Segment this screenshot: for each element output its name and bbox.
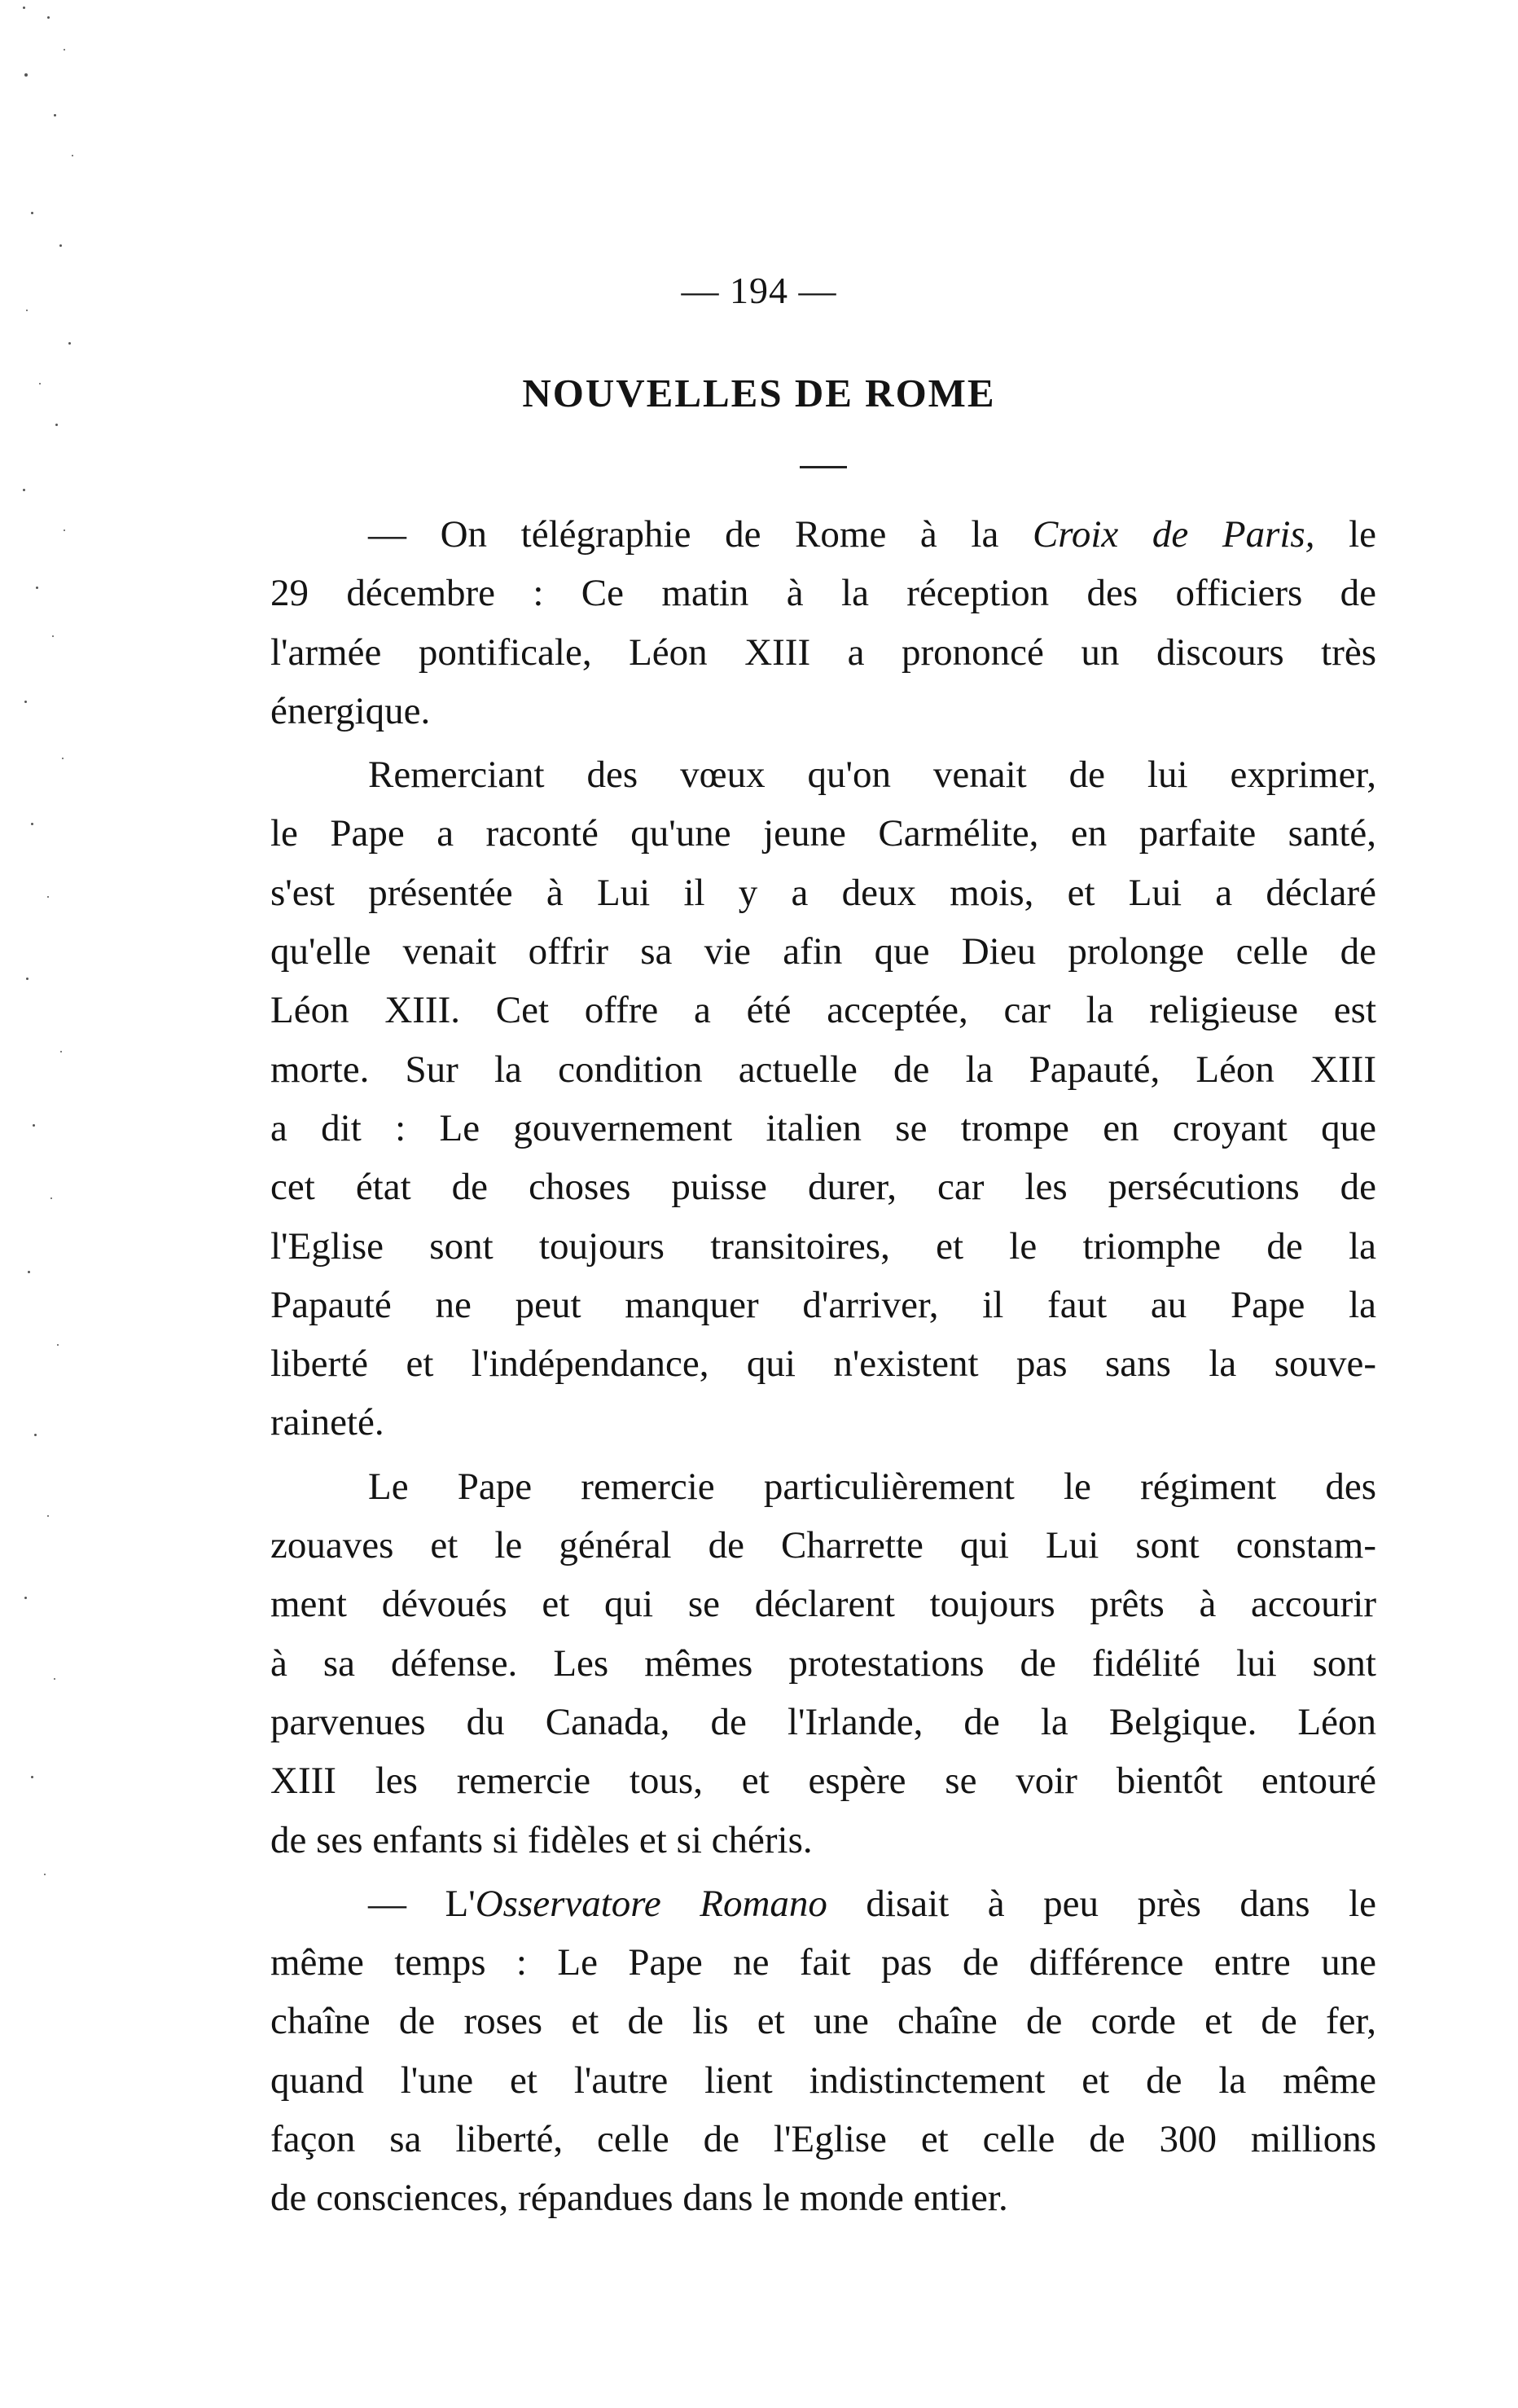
paragraph [270, 1874, 1376, 2228]
text-line [270, 1933, 1376, 1992]
text-line [270, 804, 1376, 863]
text-run: quand l'une et l'autre lient indistinctement et de la même [270, 2059, 1376, 2102]
text-line [270, 1811, 1376, 1870]
scan-speck [50, 1197, 52, 1199]
text-run: Léon XIII. Cet offre a été acceptée, car la religieuse est [270, 989, 1376, 1032]
text-line [270, 564, 1376, 622]
scan-speck [26, 978, 29, 980]
scan-speck [62, 758, 64, 759]
scan-speck [31, 823, 33, 825]
text-line [270, 1099, 1376, 1158]
scan-speck [24, 73, 28, 77]
text-run: — L' [368, 1882, 476, 1925]
text-run: façon sa liberté, celle de l'Eglise et celle de 300 millions [270, 2118, 1376, 2161]
text-run: a dit : Le gouvernement italien se trompe en croyant que [270, 1106, 1376, 1149]
text-run: le Pape a raconté qu'une jeune Carmélite, en parfaite santé, [270, 812, 1376, 855]
text-line [270, 1393, 1376, 1452]
text-run: Le Pape remercie particulièrement le régiment des [368, 1465, 1376, 1508]
text-run: disait à peu près dans le [827, 1882, 1377, 1925]
scan-speck [60, 1051, 62, 1052]
text-run: même temps : Le Pape ne fait pas de différence entre une [270, 1941, 1376, 1984]
text-line [270, 1575, 1376, 1633]
text-line [270, 1516, 1376, 1575]
scan-speck [44, 1874, 46, 1875]
scan-speck [64, 49, 65, 51]
text-line [270, 1276, 1376, 1334]
text-run: Remerciant des vœux qu'on venait de lui exprimer, [368, 754, 1376, 797]
text-line [270, 863, 1376, 922]
text-run: de ses enfants si fidèles et si chéris. [270, 1818, 813, 1861]
text-line [270, 1158, 1376, 1216]
text-run: le [1314, 513, 1377, 556]
text-run: raineté. [270, 1401, 384, 1444]
scan-speck [47, 1515, 49, 1517]
text-run: énergique. [270, 689, 431, 732]
text-run: qu'elle venait offrir sa vie afin que Dieu prolonge celle de [270, 930, 1376, 973]
scan-speck [36, 587, 38, 589]
text-line [270, 1751, 1376, 1810]
text-run: de consciences, répandues dans le monde entier. [270, 2177, 1008, 2220]
scan-speck [31, 212, 33, 214]
text-line [270, 1634, 1376, 1693]
text-line [270, 2169, 1376, 2227]
scan-speck [31, 1776, 33, 1778]
paragraph [270, 745, 1376, 1452]
scan-speck [28, 1271, 30, 1273]
text-line [270, 2051, 1376, 2110]
text-run: l'Eglise sont toujours transitoires, et le triomphe de la [270, 1224, 1376, 1268]
text-run: cet état de choses puisse durer, car les persécutions de [270, 1166, 1376, 1209]
text-run: morte. Sur la condition actuelle de la Papauté, Léon XIII [270, 1048, 1376, 1091]
scan-speck [33, 1124, 35, 1127]
scan-speck [59, 244, 62, 247]
text-line [270, 745, 1376, 804]
text-run: s'est présentée à Lui il y a deux mois, et Lui a déclaré [270, 871, 1376, 914]
scan-speck [47, 896, 49, 898]
scan-speck [54, 114, 56, 116]
scan-speck [68, 342, 71, 345]
paragraph [270, 505, 1376, 740]
text-run: ment dévoués et qui se déclarent toujours prêts à accourir [270, 1583, 1376, 1626]
paragraph [270, 1457, 1376, 1870]
scan-speck [24, 1597, 27, 1599]
italic-title: Croix de Paris, [1032, 513, 1315, 556]
text-run: 29 décembre : Ce matin à la réception des officiers de [270, 572, 1376, 615]
scan-speck [23, 489, 25, 491]
title-separator-rule [800, 466, 847, 468]
text-line [270, 505, 1376, 564]
text-run: zouaves et le général de Charrette qui Lui sont constam- [270, 1524, 1376, 1567]
text-line [270, 623, 1376, 682]
italic-title: Osservatore Romano [475, 1882, 827, 1925]
text-line [270, 1992, 1376, 2050]
text-line [270, 981, 1376, 1039]
scan-speck [34, 1434, 37, 1436]
text-line [270, 1874, 1376, 1933]
scan-speck [54, 1678, 55, 1680]
scan-speck [47, 16, 50, 19]
text-line [270, 1217, 1376, 1276]
text-line [270, 1693, 1376, 1751]
page-number: — 194 — [681, 270, 837, 311]
text-line [270, 1040, 1376, 1099]
text-run: l'armée pontificale, Léon XIII a prononcé un discours très [270, 631, 1376, 674]
scan-speck [57, 1344, 59, 1346]
scan-speck [64, 529, 65, 531]
text-run: Papauté ne peut manquer d'arriver, il faut au Pape la [270, 1283, 1376, 1326]
text-line [270, 2110, 1376, 2169]
scan-speck [52, 635, 54, 637]
text-run: XIII les remercie tous, et espère se voir bientôt entouré [270, 1760, 1376, 1803]
text-run: chaîne de roses et de lis et une chaîne de corde et de fer, [270, 2000, 1376, 2043]
text-run: — On télégraphie de Rome à la [368, 513, 1033, 556]
text-line [270, 1334, 1376, 1393]
scan-speck [55, 424, 58, 426]
scan-speck [72, 155, 73, 156]
text-line [270, 922, 1376, 981]
article-body [270, 505, 1376, 2228]
text-run: liberté et l'indépendance, qui n'existent pas sans la souve- [270, 1342, 1376, 1386]
scan-speck [23, 7, 25, 9]
text-run: à sa défense. Les mêmes protestations de fidélité lui sont [270, 1641, 1376, 1685]
text-line [270, 1457, 1376, 1516]
scan-speck [24, 701, 27, 703]
text-line [270, 682, 1376, 740]
section-title: NOUVELLES DE ROME [522, 371, 996, 415]
text-run: parvenues du Canada, de l'Irlande, de la Belgique. Léon [270, 1700, 1376, 1743]
